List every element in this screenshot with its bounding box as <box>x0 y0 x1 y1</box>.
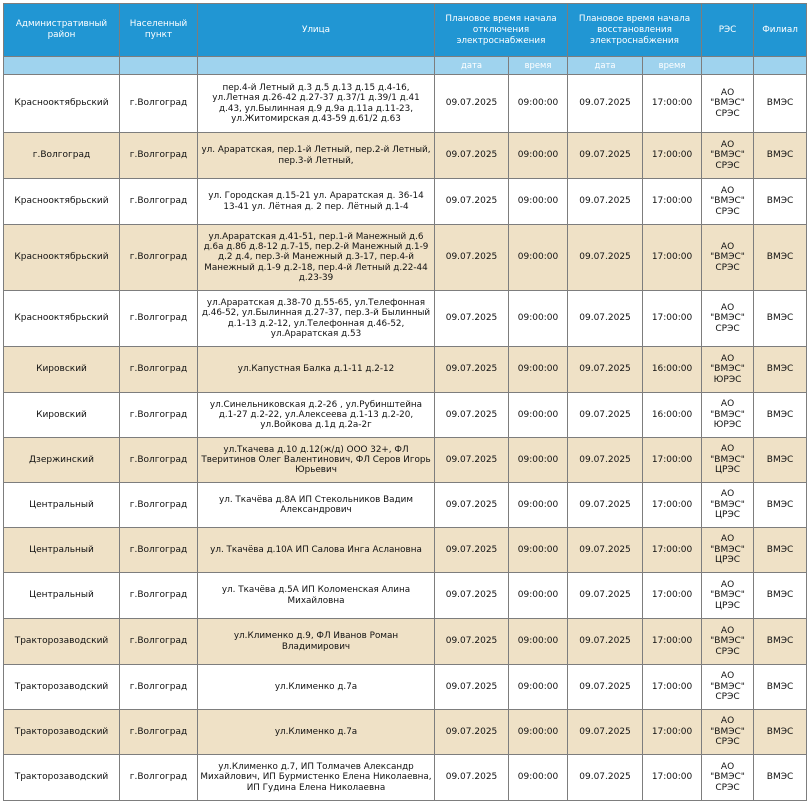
on-date-cell: 09.07.2025 <box>568 665 643 710</box>
off-date-cell: 09.07.2025 <box>435 483 509 528</box>
header-district: Административный район <box>4 4 120 57</box>
district-cell: Краснооктябрьский <box>4 179 120 225</box>
street-cell: ул. Городская д.15-21 ул. Араратская д. 36-14 13-41 ул. Лётная д. 2 пер. Лётный д.1-4 <box>198 179 435 225</box>
off-date-cell: 09.07.2025 <box>435 573 509 619</box>
table-row <box>4 393 807 438</box>
off-date-cell: 09.07.2025 <box>435 393 509 438</box>
street-cell: ул. Араратская, пер.1-й Летный, пер.2-й Летный, пер.3-й Летный, <box>198 133 435 179</box>
off-time-cell: 09:00:00 <box>509 438 568 483</box>
off-time-cell: 09:00:00 <box>509 393 568 438</box>
district-cell: Центральный <box>4 573 120 619</box>
branch-cell: ВМЭС <box>754 291 807 347</box>
off-time-cell: 09:00:00 <box>509 528 568 573</box>
branch-cell: ВМЭС <box>754 438 807 483</box>
off-date-cell: 09.07.2025 <box>435 528 509 573</box>
on-time-cell: 17:00:00 <box>643 75 702 133</box>
table-body <box>4 75 807 801</box>
table-row <box>4 291 807 347</box>
res-cell: АО "ВМЭС" ЦРЭС <box>702 528 754 573</box>
table-row <box>4 133 807 179</box>
outage-schedule-table <box>3 3 807 801</box>
off-time-cell: 09:00:00 <box>509 225 568 291</box>
district-cell: Центральный <box>4 528 120 573</box>
off-date-cell: 09.07.2025 <box>435 133 509 179</box>
branch-cell: ВМЭС <box>754 393 807 438</box>
off-time-cell: 09:00:00 <box>509 573 568 619</box>
street-cell: пер.4-й Летный д.3 д.5 д.13 д.15 д.4-16, ул.Летная д.26-42 д.27-37 д.37/1 д.39/1 д.41 д.43, ул.Былинная д.9 д.9а д.11а д.11-23, ул.Житомирская д.43-59 д.61/2 д.63 <box>198 75 435 133</box>
off-date-cell: 09.07.2025 <box>435 347 509 393</box>
header-on-time: Плановое время начала восстановления электроснабжения <box>568 4 702 57</box>
street-cell: ул. Ткачёва д.8А ИП Стекольников Вадим Александрович <box>198 483 435 528</box>
off-date-cell: 09.07.2025 <box>435 438 509 483</box>
off-time-cell: 09:00:00 <box>509 291 568 347</box>
subheader-off-time: время <box>509 57 568 75</box>
branch-cell: ВМЭС <box>754 347 807 393</box>
settlement-cell: г.Волгоград <box>120 528 198 573</box>
on-date-cell: 09.07.2025 <box>568 291 643 347</box>
table-row <box>4 438 807 483</box>
settlement-cell: г.Волгоград <box>120 619 198 665</box>
on-time-cell: 17:00:00 <box>643 133 702 179</box>
subheader-empty <box>702 57 754 75</box>
subheader-row <box>4 57 807 75</box>
settlement-cell: г.Волгоград <box>120 347 198 393</box>
off-time-cell: 09:00:00 <box>509 179 568 225</box>
on-date-cell: 09.07.2025 <box>568 483 643 528</box>
district-cell: Тракторозаводский <box>4 755 120 801</box>
off-time-cell: 09:00:00 <box>509 619 568 665</box>
off-time-cell: 09:00:00 <box>509 710 568 755</box>
on-time-cell: 17:00:00 <box>643 573 702 619</box>
on-time-cell: 17:00:00 <box>643 483 702 528</box>
on-date-cell: 09.07.2025 <box>568 393 643 438</box>
on-time-cell: 17:00:00 <box>643 291 702 347</box>
on-date-cell: 09.07.2025 <box>568 179 643 225</box>
branch-cell: ВМЭС <box>754 573 807 619</box>
settlement-cell: г.Волгоград <box>120 483 198 528</box>
table-row <box>4 710 807 755</box>
settlement-cell: г.Волгоград <box>120 665 198 710</box>
street-cell: ул.Араратская д.38-70 д.55-65, ул.Телефонная д.46-52, ул.Былинная д.27-37, пер.3-й Былинный д.1-13 д.2-12, ул.Телефонная д.46-52, ул.Араратская д.53 <box>198 291 435 347</box>
table-row <box>4 755 807 801</box>
header-row <box>4 4 807 57</box>
header-street: Улица <box>198 4 435 57</box>
on-date-cell: 09.07.2025 <box>568 755 643 801</box>
table-row <box>4 347 807 393</box>
on-time-cell: 17:00:00 <box>643 438 702 483</box>
on-date-cell: 09.07.2025 <box>568 347 643 393</box>
street-cell: ул.Араратская д.41-51, пер.1-й Манежный д.6 д.6а д.8б д.8-12 д.7-15, пер.2-й Манежный д.1-9 д.2 д.4, пер.3-й Манежный д.3-17, пер.4-й Манежный д.1-9 д.2-18, пер.4-й Летный д.22-44 д.23-39 <box>198 225 435 291</box>
on-date-cell: 09.07.2025 <box>568 528 643 573</box>
district-cell: Тракторозаводский <box>4 710 120 755</box>
res-cell: АО "ВМЭС" СРЭС <box>702 710 754 755</box>
settlement-cell: г.Волгоград <box>120 438 198 483</box>
header-branch: Филиал <box>754 4 807 57</box>
settlement-cell: г.Волгоград <box>120 393 198 438</box>
street-cell: ул.Ткачева д.10 д.12(ж/д) ООО 32+, ФЛ Тверитинов Олег Валентинович, ФЛ Серов Игорь Юрьевич <box>198 438 435 483</box>
off-date-cell: 09.07.2025 <box>435 225 509 291</box>
res-cell: АО "ВМЭС" ЮРЭС <box>702 347 754 393</box>
res-cell: АО "ВМЭС" СРЭС <box>702 665 754 710</box>
district-cell: Дзержинский <box>4 438 120 483</box>
street-cell: ул. Ткачёва д.5А ИП Коломенская Алина Михайловна <box>198 573 435 619</box>
branch-cell: ВМЭС <box>754 528 807 573</box>
table-row <box>4 573 807 619</box>
off-time-cell: 09:00:00 <box>509 755 568 801</box>
res-cell: АО "ВМЭС" ЦРЭС <box>702 483 754 528</box>
subheader-off-date: дата <box>435 57 509 75</box>
table-row <box>4 528 807 573</box>
off-date-cell: 09.07.2025 <box>435 710 509 755</box>
subheader-empty <box>754 57 807 75</box>
district-cell: Краснооктябрьский <box>4 75 120 133</box>
subheader-empty <box>4 57 120 75</box>
off-date-cell: 09.07.2025 <box>435 619 509 665</box>
off-date-cell: 09.07.2025 <box>435 179 509 225</box>
on-time-cell: 16:00:00 <box>643 347 702 393</box>
res-cell: АО "ВМЭС" ЦРЭС <box>702 438 754 483</box>
on-date-cell: 09.07.2025 <box>568 619 643 665</box>
res-cell: АО "ВМЭС" СРЭС <box>702 133 754 179</box>
branch-cell: ВМЭС <box>754 665 807 710</box>
off-date-cell: 09.07.2025 <box>435 665 509 710</box>
on-time-cell: 17:00:00 <box>643 225 702 291</box>
branch-cell: ВМЭС <box>754 710 807 755</box>
on-time-cell: 17:00:00 <box>643 619 702 665</box>
off-time-cell: 09:00:00 <box>509 347 568 393</box>
on-time-cell: 17:00:00 <box>643 710 702 755</box>
subheader-on-date: дата <box>568 57 643 75</box>
on-time-cell: 16:00:00 <box>643 393 702 438</box>
on-date-cell: 09.07.2025 <box>568 225 643 291</box>
res-cell: АО "ВМЭС" СРЭС <box>702 291 754 347</box>
res-cell: АО "ВМЭС" ЮРЭС <box>702 393 754 438</box>
district-cell: Тракторозаводский <box>4 665 120 710</box>
branch-cell: ВМЭС <box>754 483 807 528</box>
street-cell: ул.Клименко д.7а <box>198 710 435 755</box>
settlement-cell: г.Волгоград <box>120 710 198 755</box>
branch-cell: ВМЭС <box>754 75 807 133</box>
street-cell: ул.Клименко д.9, ФЛ Иванов Роман Владимирович <box>198 619 435 665</box>
off-time-cell: 09:00:00 <box>509 665 568 710</box>
branch-cell: ВМЭС <box>754 133 807 179</box>
table-row <box>4 225 807 291</box>
off-time-cell: 09:00:00 <box>509 483 568 528</box>
header-res: РЭС <box>702 4 754 57</box>
settlement-cell: г.Волгоград <box>120 573 198 619</box>
branch-cell: ВМЭС <box>754 619 807 665</box>
table-row <box>4 483 807 528</box>
on-date-cell: 09.07.2025 <box>568 75 643 133</box>
off-date-cell: 09.07.2025 <box>435 75 509 133</box>
district-cell: Кировский <box>4 393 120 438</box>
table-row <box>4 619 807 665</box>
branch-cell: ВМЭС <box>754 755 807 801</box>
district-cell: Тракторозаводский <box>4 619 120 665</box>
off-time-cell: 09:00:00 <box>509 133 568 179</box>
on-date-cell: 09.07.2025 <box>568 710 643 755</box>
res-cell: АО "ВМЭС" СРЭС <box>702 75 754 133</box>
subheader-empty <box>198 57 435 75</box>
district-cell: г.Волгоград <box>4 133 120 179</box>
table-row <box>4 179 807 225</box>
settlement-cell: г.Волгоград <box>120 75 198 133</box>
res-cell: АО "ВМЭС" СРЭС <box>702 225 754 291</box>
res-cell: АО "ВМЭС" ЦРЭС <box>702 573 754 619</box>
branch-cell: ВМЭС <box>754 225 807 291</box>
district-cell: Краснооктябрьский <box>4 225 120 291</box>
district-cell: Центральный <box>4 483 120 528</box>
header-off-time: Плановое время начала отключения электроснабжения <box>435 4 568 57</box>
settlement-cell: г.Волгоград <box>120 133 198 179</box>
settlement-cell: г.Волгоград <box>120 225 198 291</box>
on-time-cell: 17:00:00 <box>643 528 702 573</box>
district-cell: Краснооктябрьский <box>4 291 120 347</box>
on-date-cell: 09.07.2025 <box>568 573 643 619</box>
on-time-cell: 17:00:00 <box>643 665 702 710</box>
branch-cell: ВМЭС <box>754 179 807 225</box>
district-cell: Кировский <box>4 347 120 393</box>
street-cell: ул.Капустная Балка д.1-11 д.2-12 <box>198 347 435 393</box>
res-cell: АО "ВМЭС" СРЭС <box>702 619 754 665</box>
table-row <box>4 665 807 710</box>
on-time-cell: 17:00:00 <box>643 179 702 225</box>
subheader-on-time: время <box>643 57 702 75</box>
settlement-cell: г.Волгоград <box>120 179 198 225</box>
on-date-cell: 09.07.2025 <box>568 438 643 483</box>
off-date-cell: 09.07.2025 <box>435 291 509 347</box>
res-cell: АО "ВМЭС" СРЭС <box>702 179 754 225</box>
street-cell: ул.Клименко д.7, ИП Толмачев Александр Михайлович, ИП Бурмистенко Елена Николаевна, ИП Гудина Елена Николаевна <box>198 755 435 801</box>
settlement-cell: г.Волгоград <box>120 755 198 801</box>
street-cell: ул.Синельниковская д.2-26 , ул.Рубинштейна д.1-27 д.2-22, ул.Алексеева д.1-13 д.2-20, ул.Войкова д.1д д.2а-2г <box>198 393 435 438</box>
on-time-cell: 17:00:00 <box>643 755 702 801</box>
street-cell: ул.Клименко д.7а <box>198 665 435 710</box>
header-settlement: Населенный пункт <box>120 4 198 57</box>
street-cell: ул. Ткачёва д.10А ИП Салова Инга Аслановна <box>198 528 435 573</box>
settlement-cell: г.Волгоград <box>120 291 198 347</box>
off-time-cell: 09:00:00 <box>509 75 568 133</box>
table-row <box>4 75 807 133</box>
res-cell: АО "ВМЭС" СРЭС <box>702 755 754 801</box>
on-date-cell: 09.07.2025 <box>568 133 643 179</box>
subheader-empty <box>120 57 198 75</box>
off-date-cell: 09.07.2025 <box>435 755 509 801</box>
